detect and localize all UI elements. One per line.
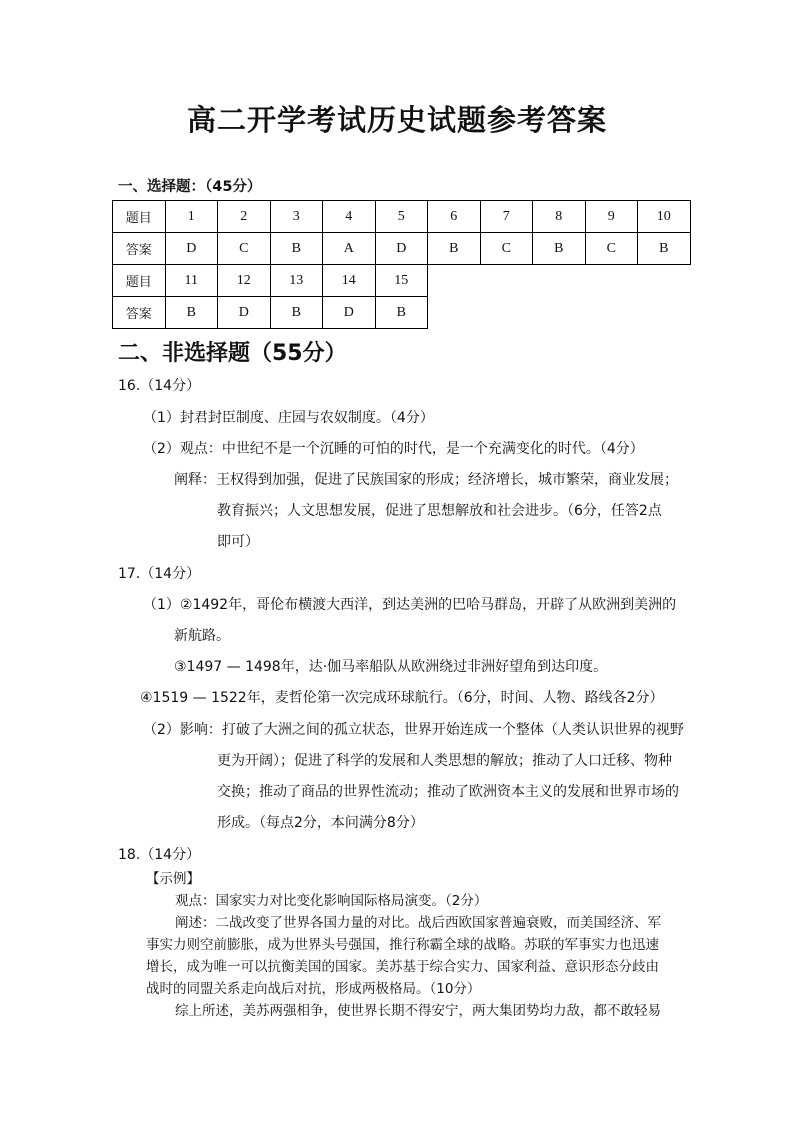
row-label: 答案 [113, 297, 166, 329]
answer-cell: A [323, 233, 376, 265]
q18-heading: 18.（14分） [118, 847, 201, 863]
table-row [113, 297, 691, 329]
question-number: 9 [585, 201, 638, 233]
table-row [113, 201, 691, 233]
question-number: 4 [323, 201, 376, 233]
q17-line: ④1519 — 1522年，麦哲伦第一次完成环球航行。（6分，时间、人物、路线各2分） [140, 690, 664, 706]
answer-cell: B [428, 233, 481, 265]
row-label: 题目 [113, 265, 166, 297]
answer-cell: C [585, 233, 638, 265]
question-number: 5 [375, 201, 428, 233]
q17-line: （2）影响：打破了大洲之间的孤立状态，世界开始连成一个整体（人类认识世界的视野 [143, 722, 684, 738]
answer-cell: B [165, 297, 218, 329]
answer-cell: B [270, 297, 323, 329]
table-row [113, 265, 691, 297]
q18-line: 阐述：二战改变了世界各国力量的对比。战后西欧国家普遍衰败，而美国经济、军 [175, 915, 661, 931]
section1-heading: 一、选择题：（45分） [118, 179, 262, 195]
q16-line: 教育振兴；人文思想发展，促进了思想解放和社会进步。（6分，任答2点 [217, 503, 662, 519]
question-number: 11 [165, 265, 218, 297]
q18-line: 观点：国家实力对比变化影响国际格局演变。（2分） [175, 893, 488, 909]
q17-line: （1）②1492年，哥伦布横渡大西洋，到达美洲的巴哈马群岛，开辟了从欧洲到美洲的 [143, 597, 677, 613]
page-title: 高二开学考试历史试题参考答案 [186, 103, 607, 137]
question-number: 10 [638, 201, 691, 233]
question-number: 3 [270, 201, 323, 233]
q16-line: （2）观点：中世纪不是一个沉睡的可怕的时代，是一个充满变化的时代。（4分） [143, 441, 644, 457]
question-number: 6 [428, 201, 481, 233]
question-number: 15 [375, 265, 428, 297]
answer-cell: B [270, 233, 323, 265]
answer-table [112, 200, 691, 329]
question-number: 12 [218, 265, 271, 297]
answer-cell: B [533, 233, 586, 265]
q18-line: 战时的同盟关系走向战后对抗，形成两极格局。（10分） [146, 981, 481, 997]
empty-cell [428, 265, 691, 297]
question-number: 1 [165, 201, 218, 233]
answer-cell: C [218, 233, 271, 265]
q17-heading: 17.（14分） [118, 566, 201, 582]
q16-line: （1）封君封臣制度、庄园与农奴制度。（4分） [143, 410, 434, 426]
row-label: 答案 [113, 233, 166, 265]
q17-line: 形成。（每点2分，本问满分8分） [217, 815, 424, 831]
answer-cell: D [165, 233, 218, 265]
q16-line: 阐释：王权得到加强，促进了民族国家的形成；经济增长，城市繁荣，商业发展； [174, 472, 678, 488]
answer-cell: D [375, 233, 428, 265]
question-number: 8 [533, 201, 586, 233]
question-number: 14 [323, 265, 376, 297]
question-number: 2 [218, 201, 271, 233]
row-label: 题目 [113, 201, 166, 233]
question-number: 7 [480, 201, 533, 233]
q18-example-label: 【示例】 [146, 871, 200, 887]
table-row [113, 233, 691, 265]
answer-cell: B [375, 297, 428, 329]
answer-cell: D [323, 297, 376, 329]
answer-cell: D [218, 297, 271, 329]
q17-line: ③1497 — 1498年，达·伽马率船队从欧洲绕过非洲好望角到达印度。 [174, 659, 608, 675]
q17-line: 交换；推动了商品的世界性流动；推动了欧洲资本主义的发展和世界市场的 [217, 784, 679, 800]
q16-heading: 16.（14分） [118, 378, 201, 394]
question-number: 13 [270, 265, 323, 297]
q17-line: 新航路。 [174, 628, 230, 644]
q18-line: 综上所述，美苏两强相争，使世界长期不得安宁，两大集团势均力敌，都不敢轻易 [175, 1003, 661, 1019]
q16-line: 即可） [217, 534, 259, 550]
q18-line: 事实力则空前膨胀，成为世界头号强国，推行称霸全球的战略。苏联的军事实力也迅速 [146, 937, 659, 953]
q18-line: 增长，成为唯一可以抗衡美国的国家。美苏基于综合实力、国家利益、意识形态分歧由 [146, 959, 659, 975]
answer-cell: B [638, 233, 691, 265]
q17-line: 更为开阔）；促进了科学的发展和人类思想的解放；推动了人口迁移、物种 [217, 753, 672, 769]
empty-cell [428, 297, 691, 329]
section2-heading: 二、非选择题（55分） [118, 341, 347, 366]
answer-cell: C [480, 233, 533, 265]
